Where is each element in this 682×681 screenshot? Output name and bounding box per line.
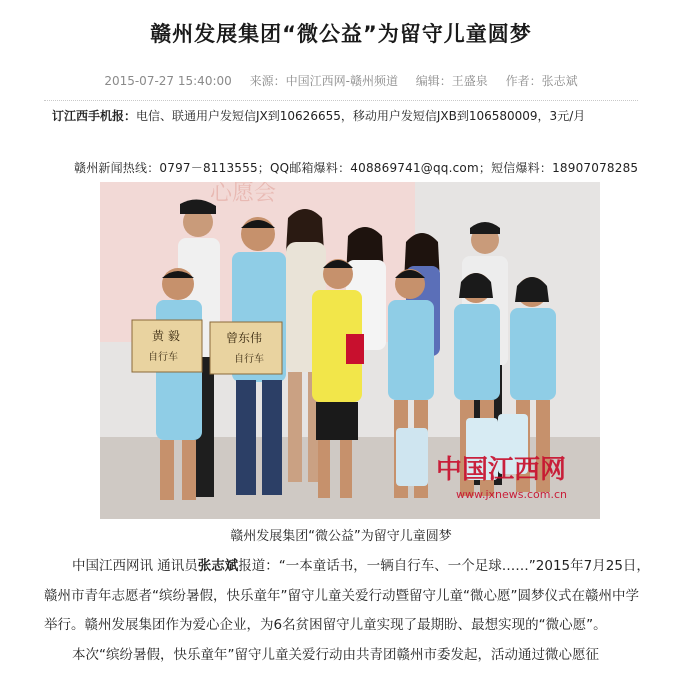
editor-info <box>416 74 488 88</box>
editor-label: 编辑： <box>415 74 452 88</box>
child-4 <box>388 269 434 498</box>
sign-right-item: 自行车 <box>234 354 264 365</box>
p1-lead: 中国江西网讯 通讯员 <box>72 558 198 574</box>
article-title: 赣州发展集团“微公益”为留守儿童圆梦 <box>150 22 532 46</box>
editor-name: 王盛泉 <box>451 74 488 88</box>
sign-left-item: 自行车 <box>148 352 178 363</box>
author-info <box>506 74 578 88</box>
watermark-logo: 中国江西网 <box>436 455 567 485</box>
author-label: 作者： <box>505 74 542 88</box>
article-meta <box>0 72 682 89</box>
watermark-url: www.jxnews.com.cn <box>456 488 568 501</box>
notice-text: 电信、联通用户发短信JX到10626655，移动用户发短信JXB到106580009，3元/月 <box>136 109 586 123</box>
source-info <box>250 74 398 88</box>
news-hotline: 赣州新闻热线：0797－8113555；QQ邮箱爆料：408869741@qq.com；短信爆料：18907078285 <box>74 161 639 175</box>
meta-divider <box>44 100 638 101</box>
notice-label: 订江西手机报： <box>52 109 137 123</box>
watermark <box>436 455 567 501</box>
article-body <box>44 552 652 670</box>
sign-right-name: 曾东伟 <box>226 331 263 345</box>
screen-text: 心愿会 <box>210 182 277 206</box>
photo-caption: 赣州发展集团“微公益”为留守儿童圆梦 <box>230 529 452 544</box>
mobile-news-notice <box>52 107 652 124</box>
source-link[interactable]: 中国江西网-赣州频道 <box>285 74 398 88</box>
source-label: 来源： <box>249 74 286 88</box>
article-photo <box>100 182 600 519</box>
p1-reporter: 张志斌 <box>197 558 239 574</box>
sign-left-name: 黄 毅 <box>152 329 180 343</box>
p1-rest: 报道：“一本童话书，一辆自行车、一个足球……”2015年7月25日，赣州市青年志愿者“缤纷暑假，快乐童年”留守儿童关爱行动暨留守儿童“微心愿”圆梦仪式在赣州中学举行。赣州发展集团作为爱心企业，为6名贫困留守儿童实现了最期盼、最想实现的“微心愿”。 <box>44 558 650 633</box>
wish-sign-right <box>210 322 282 374</box>
paragraph-1 <box>44 552 652 641</box>
publish-datetime: 2015-07-27 15:40:00 <box>104 74 232 88</box>
paragraph-2: 本次“缤纷暑假，快乐童年”留守儿童关爱行动由共青团赣州市委发起，活动通过微心愿征 <box>72 646 599 663</box>
wish-sign-left <box>132 320 202 372</box>
author-name: 张志斌 <box>541 74 578 88</box>
photo-illustration <box>100 182 600 519</box>
